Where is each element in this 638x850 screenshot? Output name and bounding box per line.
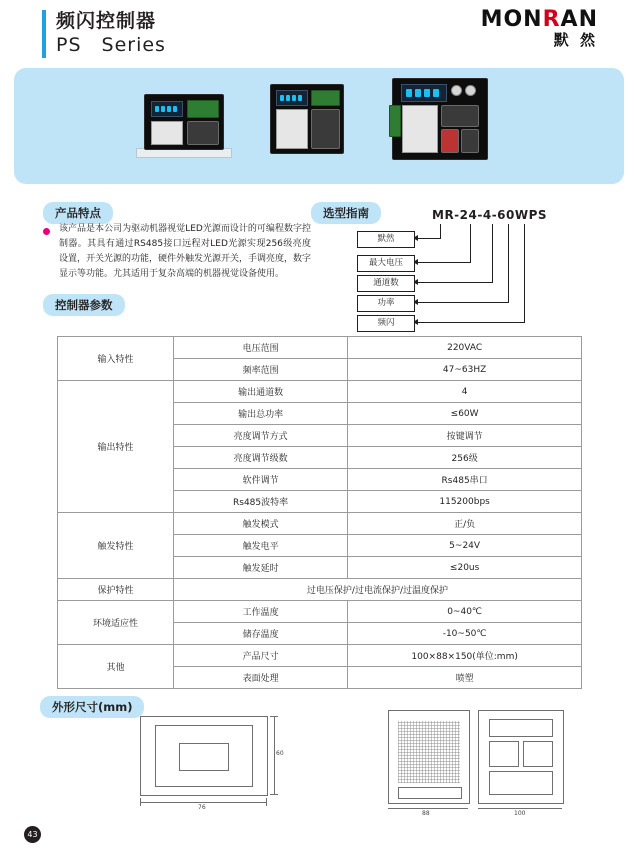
- param-name: 触发模式: [173, 513, 347, 535]
- param-name: 工作温度: [173, 601, 347, 623]
- model-part-strobe: 频闪: [357, 315, 415, 332]
- device-a-vent: [151, 121, 183, 145]
- device-image-large: [392, 78, 488, 160]
- device-b-socket: [311, 109, 340, 149]
- section-tag-features: 产品特点: [43, 202, 113, 224]
- table-row: [58, 381, 582, 403]
- param-category: 环境适应性: [58, 601, 174, 645]
- front-outline: [140, 716, 268, 796]
- rear-display-box: [489, 719, 553, 737]
- param-name: 表面处理: [173, 667, 347, 689]
- param-name: 频率范围: [173, 359, 347, 381]
- device-image-medium: [270, 84, 344, 154]
- section-tag-model-guide: 选型指南: [311, 202, 381, 224]
- brand-name-cn: 默 然: [553, 31, 598, 49]
- device-c-display: [401, 84, 447, 102]
- param-value: 过电压保护/过电流保护/过温度保护: [173, 579, 581, 601]
- param-category: 输入特性: [58, 337, 174, 381]
- param-name: 软件调节: [173, 469, 347, 491]
- device-c-vent: [402, 105, 438, 153]
- param-name: Rs485波特率: [173, 491, 347, 513]
- model-part-channels: 通道数: [357, 275, 415, 292]
- param-value: ≤20us: [348, 557, 582, 579]
- param-value: 256级: [348, 447, 582, 469]
- param-category: 触发特性: [58, 513, 174, 579]
- table-row: [58, 601, 582, 623]
- title-series: PS Series: [56, 34, 166, 56]
- dim-label-width: 76: [198, 804, 206, 811]
- param-name: 亮度调节级数: [173, 447, 347, 469]
- model-part-brand: 默然: [357, 231, 415, 248]
- page-title: [42, 10, 166, 58]
- param-name: 亮度调节方式: [173, 425, 347, 447]
- features-text: 该产品是本公司为驱动机器视觉LED光源而设计的可编程数字控制器。其具有通过RS485接口远程对LED光源实现256级亮度设置，开关光源的功能，硬件外触发光源开关，手调亮度，数字显示等功能。尤其适用于复杂高端的机器视觉设备使用。: [59, 224, 312, 279]
- param-value: 115200bps: [348, 491, 582, 513]
- device-a-socket: [187, 121, 219, 145]
- rear-socket-b: [523, 741, 553, 767]
- rear-outline: [478, 710, 564, 804]
- param-value: 100×88×150(单位:mm): [348, 645, 582, 667]
- device-c-knob-2: [465, 85, 476, 96]
- page-number: 43: [24, 826, 41, 843]
- table-row: [58, 337, 582, 359]
- param-category: 保护特性: [58, 579, 174, 601]
- model-code: MR-24-4-60WPS: [432, 208, 548, 222]
- param-value: -10~50℃: [348, 623, 582, 645]
- param-value: 47~63HZ: [348, 359, 582, 381]
- controller-parameters-table: [57, 336, 582, 689]
- title-chinese: 频闪控制器: [56, 10, 157, 32]
- brand-logo: [481, 8, 598, 49]
- table-row: [58, 579, 582, 601]
- model-part-power: 功率: [357, 295, 415, 312]
- param-name: 电压范围: [173, 337, 347, 359]
- dimension-drawings: [40, 700, 600, 815]
- page-header: [0, 0, 638, 68]
- device-c-socket-right: [461, 129, 479, 153]
- param-category: 输出特性: [58, 381, 174, 513]
- device-image-small: [144, 94, 224, 150]
- device-b-display: [276, 90, 308, 106]
- table-row: [58, 513, 582, 535]
- side-vent-pattern: [398, 721, 460, 783]
- brand-name-en: [481, 8, 598, 32]
- param-name: 输出通道数: [173, 381, 347, 403]
- param-value: Rs485串口: [348, 469, 582, 491]
- rear-terminal-strip: [489, 771, 553, 795]
- param-name: 输出总功率: [173, 403, 347, 425]
- product-hero-banner: [14, 68, 624, 184]
- param-value: 按键调节: [348, 425, 582, 447]
- device-c-socket-top: [441, 105, 479, 127]
- device-b-terminal: [311, 90, 340, 106]
- device-c-socket-left: [441, 129, 459, 153]
- device-c-knob-1: [451, 85, 462, 96]
- table-row: [58, 645, 582, 667]
- dim-label-height: 60: [276, 750, 284, 757]
- param-name: 储存温度: [173, 623, 347, 645]
- dim-label-overall: 100: [514, 810, 526, 817]
- dim-label-depth: 88: [422, 810, 430, 817]
- param-name: 触发电平: [173, 535, 347, 557]
- model-part-voltage: 最大电压: [357, 255, 415, 272]
- device-a-terminal: [187, 100, 219, 118]
- brand-text: MONRAN: [480, 7, 598, 32]
- param-name: 产品尺寸: [173, 645, 347, 667]
- side-bottom-strip: [398, 787, 462, 799]
- param-value: 4: [348, 381, 582, 403]
- param-value: 220VAC: [348, 337, 582, 359]
- device-a-display: [151, 101, 183, 117]
- rear-socket-a: [489, 741, 519, 767]
- product-features-block: [43, 222, 311, 282]
- front-center-box: [179, 743, 229, 771]
- param-value: ≤60W: [348, 403, 582, 425]
- device-b-vent: [276, 109, 308, 149]
- param-value: 0~40℃: [348, 601, 582, 623]
- param-value: 正/负: [348, 513, 582, 535]
- param-value: 5~24V: [348, 535, 582, 557]
- section-tag-dimensions: 外形尺寸(mm): [40, 696, 144, 718]
- device-c-terminal: [389, 105, 401, 137]
- bullet-icon: [43, 228, 50, 235]
- param-name: 触发延时: [173, 557, 347, 579]
- section-tag-parameters: 控制器参数: [43, 294, 125, 316]
- param-value: 喷塑: [348, 667, 582, 689]
- side-outline: [388, 710, 470, 804]
- param-category: 其他: [58, 645, 174, 689]
